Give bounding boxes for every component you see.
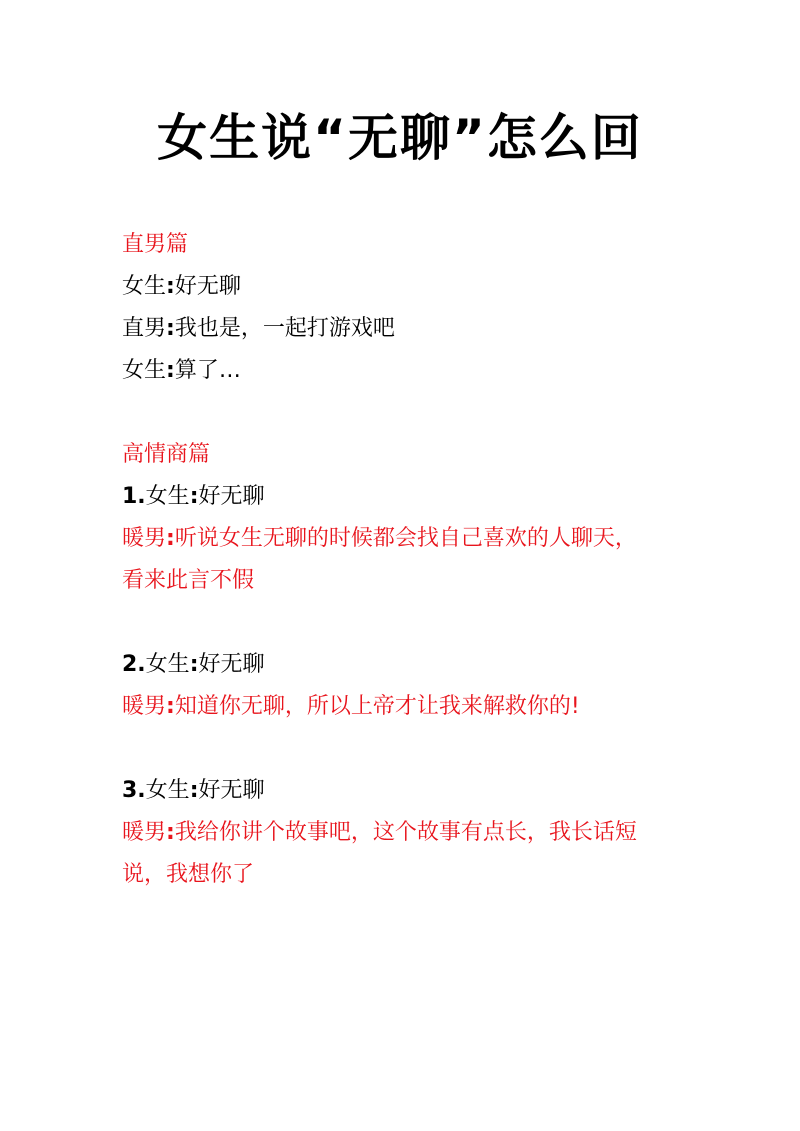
speaker-separator: : [189, 652, 199, 677]
speaker-separator: : [166, 316, 175, 341]
speaker-separator: : [166, 358, 175, 383]
dialogue-line [122, 350, 722, 392]
dialogue-text: 好无聊 [198, 778, 265, 803]
item-number: 3. [122, 778, 146, 803]
speaker-separator: : [166, 820, 175, 845]
reply-line [122, 686, 722, 728]
speaker-label: 女生 [145, 652, 190, 677]
dialogue-text: 算了… [174, 358, 241, 383]
page-title: 女生说“无聊”怎么回 [157, 109, 643, 167]
speaker-label: 直男 [122, 316, 167, 341]
dialogue-text: 我也是，一起打游戏吧 [174, 316, 395, 341]
document-body [122, 224, 722, 896]
speaker-separator: : [166, 274, 175, 299]
speaker-label: 暖男 [122, 694, 167, 719]
dialogue-text: 好无聊 [198, 484, 265, 509]
reply-line-continued: 说，我想你了 [122, 862, 255, 887]
dialogue-text: 好无聊 [174, 274, 241, 299]
speaker-label: 女生 [122, 274, 167, 299]
item-number: 2. [122, 652, 146, 677]
item-number: 1. [122, 484, 146, 509]
reply-line [122, 518, 722, 560]
spacer [122, 602, 722, 644]
speaker-label: 女生 [145, 484, 190, 509]
section-heading-high-eq: 高情商篇 [122, 442, 211, 467]
dialogue-text: 好无聊 [198, 652, 265, 677]
reply-text: 知道你无聊，所以上帝才让我来解救你的! [174, 694, 580, 719]
reply-text: 听说女生无聊的时候都会找自己喜欢的人聊天， [174, 526, 637, 551]
reply-line [122, 812, 722, 854]
section-heading-straight: 直男篇 [122, 232, 189, 257]
speaker-label: 暖男 [122, 820, 167, 845]
dialogue-line [122, 266, 722, 308]
dialogue-line [122, 644, 722, 686]
spacer [122, 728, 722, 770]
speaker-separator: : [189, 484, 199, 509]
dialogue-line [122, 308, 722, 350]
reply-line-continued: 看来此言不假 [122, 568, 255, 593]
dialogue-line [122, 770, 722, 812]
speaker-label: 女生 [145, 778, 190, 803]
dialogue-line [122, 476, 722, 518]
reply-text: 我给你讲个故事吧，这个故事有点长，我长话短 [174, 820, 637, 845]
speaker-label: 女生 [122, 358, 167, 383]
spacer [122, 392, 722, 434]
speaker-separator: : [166, 526, 175, 551]
speaker-label: 暖男 [122, 526, 167, 551]
speaker-separator: : [189, 778, 199, 803]
speaker-separator: : [166, 694, 175, 719]
